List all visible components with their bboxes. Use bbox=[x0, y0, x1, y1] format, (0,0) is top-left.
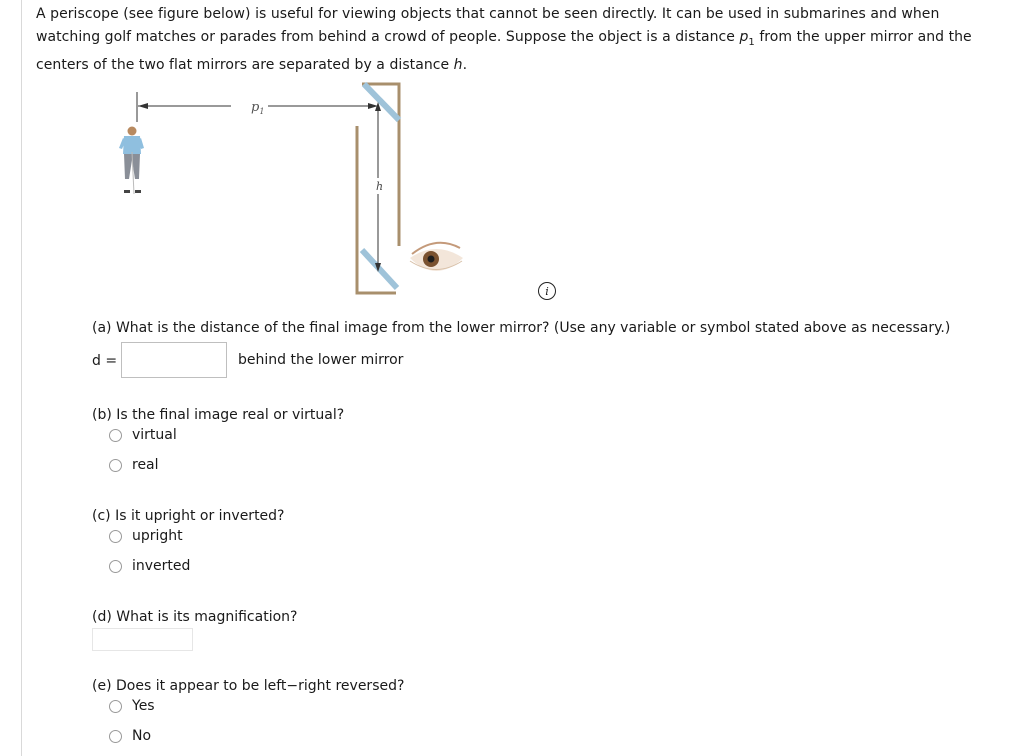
option-no-label: No bbox=[132, 728, 152, 744]
radio-yes[interactable] bbox=[109, 700, 122, 713]
radio-virtual[interactable] bbox=[109, 429, 122, 442]
intro-text-1: A periscope (see figure below) is useful for viewing objects that cannot be seen directly. It can be used in submarines and when watching golf matches or parades from behind a crowd of people. Suppose the object is a distance bbox=[36, 6, 940, 45]
option-yes-label: Yes bbox=[132, 698, 155, 714]
eye-figure bbox=[410, 243, 463, 271]
option-virtual-label: virtual bbox=[132, 427, 177, 443]
part-a-var-label: d = bbox=[92, 353, 118, 369]
lower-mirror bbox=[362, 250, 397, 288]
radio-real[interactable] bbox=[109, 459, 122, 472]
p1-label: $p_1$ bbox=[251, 100, 265, 116]
radio-upright[interactable] bbox=[109, 530, 122, 543]
option-upright[interactable] bbox=[109, 528, 183, 544]
option-no[interactable] bbox=[109, 728, 151, 744]
magnification-answer-input[interactable] bbox=[92, 628, 193, 651]
upper-mirror bbox=[364, 84, 399, 120]
info-icon[interactable]: i bbox=[538, 282, 556, 300]
part-c-question: (c) Is it upright or inverted? bbox=[92, 508, 285, 524]
option-real[interactable] bbox=[109, 457, 159, 473]
periscope-figure bbox=[110, 78, 470, 298]
h-label: h bbox=[376, 180, 384, 193]
part-e-question: (e) Does it appear to be left−right reversed? bbox=[92, 678, 405, 694]
option-virtual[interactable] bbox=[109, 427, 177, 443]
radio-inverted[interactable] bbox=[109, 560, 122, 573]
intro-text-3: . bbox=[462, 56, 468, 73]
part-d-question: (d) What is its magnification? bbox=[92, 609, 298, 625]
part-a-question: (a) What is the distance of the final image from the lower mirror? (Use any variable or symbol stated above as necessary.) bbox=[92, 320, 951, 336]
distance-answer-input[interactable] bbox=[121, 342, 227, 378]
problem-statement bbox=[36, 3, 1006, 77]
left-divider bbox=[21, 0, 22, 756]
var-p-sub: 1 bbox=[748, 36, 755, 48]
intro-text-2: from the upper mirror and the centers of the two flat mirrors are separated by a distance bbox=[36, 29, 972, 73]
option-inverted-label: inverted bbox=[132, 558, 191, 574]
radio-no[interactable] bbox=[109, 730, 122, 743]
option-inverted[interactable] bbox=[109, 558, 190, 574]
option-upright-label: upright bbox=[132, 528, 183, 544]
part-b-question: (b) Is the final image real or virtual? bbox=[92, 407, 345, 423]
golfer-figure bbox=[119, 127, 144, 195]
var-p: p bbox=[739, 29, 749, 45]
option-real-label: real bbox=[132, 457, 159, 473]
option-yes[interactable] bbox=[109, 698, 155, 714]
p1-arrow-left bbox=[138, 103, 148, 109]
part-a-unit: behind the lower mirror bbox=[238, 352, 404, 368]
var-h: h bbox=[453, 56, 463, 73]
